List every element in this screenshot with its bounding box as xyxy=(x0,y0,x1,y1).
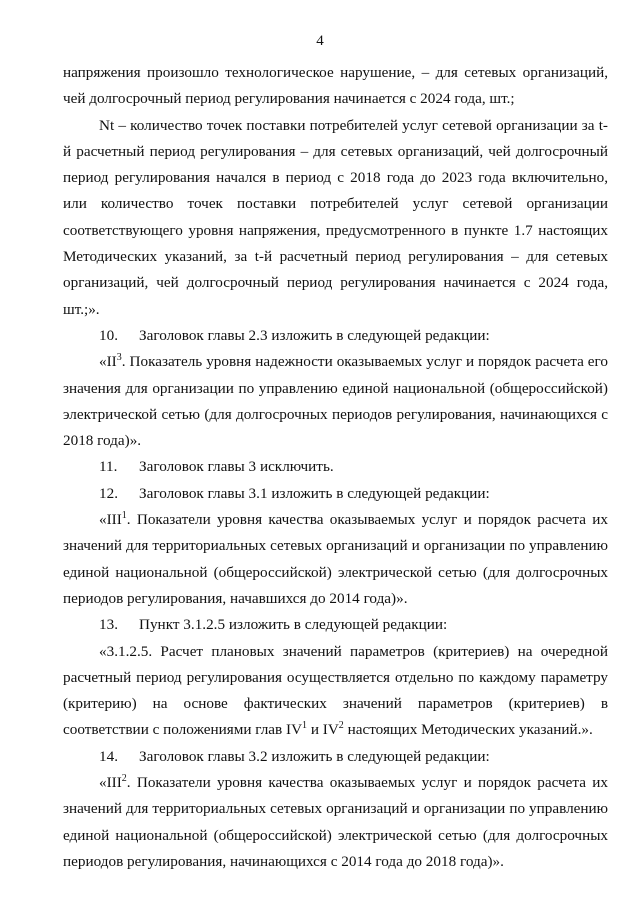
superscript: 3 xyxy=(116,352,122,364)
item-text: Заголовок главы 3.2 изложить в следующей редакции: xyxy=(139,747,490,765)
item-number: 13. xyxy=(99,616,118,634)
list-item-11 xyxy=(63,454,608,480)
list-item-10 xyxy=(63,323,608,349)
item-text: Пункт 3.1.2.5 изложить в следующей редакции: xyxy=(139,616,448,634)
superscript: 1 xyxy=(121,510,127,522)
list-item-12 xyxy=(63,481,608,507)
quote-text-middle: и IV xyxy=(307,721,339,739)
item-text: Заголовок главы 3 исключить. xyxy=(139,458,334,476)
superscript: 2 xyxy=(338,720,344,732)
item-number: 12. xyxy=(99,484,118,502)
item-text: Заголовок главы 2.3 изложить в следующей редакции: xyxy=(139,326,490,344)
list-item-14 xyxy=(63,744,608,770)
page-number: 4 xyxy=(316,33,324,49)
paragraph-nt-definition: Nt – количество точек поставки потребителей услуг сетевой организации за t-й расчетный период регулирования – для сетевых организаций, чей долгосрочный период регулирования начался в период с 2018 года до 2023 года включительно, или количество точек поставки потребителей услуг сетевой организации соответствующего уровня напряжения, предусмотренного в пункте 1.7 настоящих Методических указаний, за t-й расчетный период регулирования – для сетевых организаций, чей долгосрочный период регулирования начинается с 2024 года, шт.;». xyxy=(63,116,608,318)
item-text: Заголовок главы 3.1 изложить в следующей редакции: xyxy=(139,484,490,502)
quote-text-start: «II xyxy=(99,353,117,371)
quote-heading-3-2 xyxy=(63,770,608,875)
list-item-13 xyxy=(63,612,608,638)
quote-heading-2-3 xyxy=(63,349,608,454)
quote-text-end: . Показатель уровня надежности оказываемых услуг и порядок расчета его значения для организации по управлению единой национальной (общероссийской) электрической сетью (для долгосрочных периодов регулирования, начинающихся с 2018 года)». xyxy=(63,353,608,450)
superscript: 2 xyxy=(121,773,127,785)
quote-text-end: настоящих Методических указаний.». xyxy=(343,721,593,739)
item-number: 11. xyxy=(99,458,118,476)
quote-heading-3-1 xyxy=(63,507,608,612)
quote-text-start: «III xyxy=(99,774,122,792)
item-number: 14. xyxy=(99,747,118,765)
superscript: 1 xyxy=(302,720,308,732)
quote-text-start: «3.1.2.5. Расчет плановых значений параметров (критериев) на очередной расчетный период регулирования осуществляется отдельно по каждому параметру (критерию) на основе фактических значений параметров (критериев) в соответствии с положениями глав IV xyxy=(63,642,608,739)
quote-text-end: . Показатели уровня качества оказываемых услуг и порядок расчета их значений для территориальных сетевых организаций и организации по управлению единой национальной (общероссийской) электрической сетью (для долгосрочных периодов регулирования, начинающихся с 2014 года до 2018 года)». xyxy=(63,774,608,870)
document-body xyxy=(63,60,608,875)
quote-clause-3-1-2-5 xyxy=(63,639,608,744)
quote-text-start: «III xyxy=(99,511,122,529)
paragraph-continuation: напряжения произошло технологическое нарушение, – для сетевых организаций, чей долгосрочный период регулирования начинается с 2024 года, шт.; xyxy=(63,64,608,108)
quote-text-end: . Показатели уровня качества оказываемых услуг и порядок расчета их значений для территориальных сетевых организаций и организации по управлению единой национальной (общероссийской) электрической сетью (для долгосрочных периодов регулирования, начавшихся до 2014 года)». xyxy=(63,511,608,607)
item-number: 10. xyxy=(99,326,118,344)
